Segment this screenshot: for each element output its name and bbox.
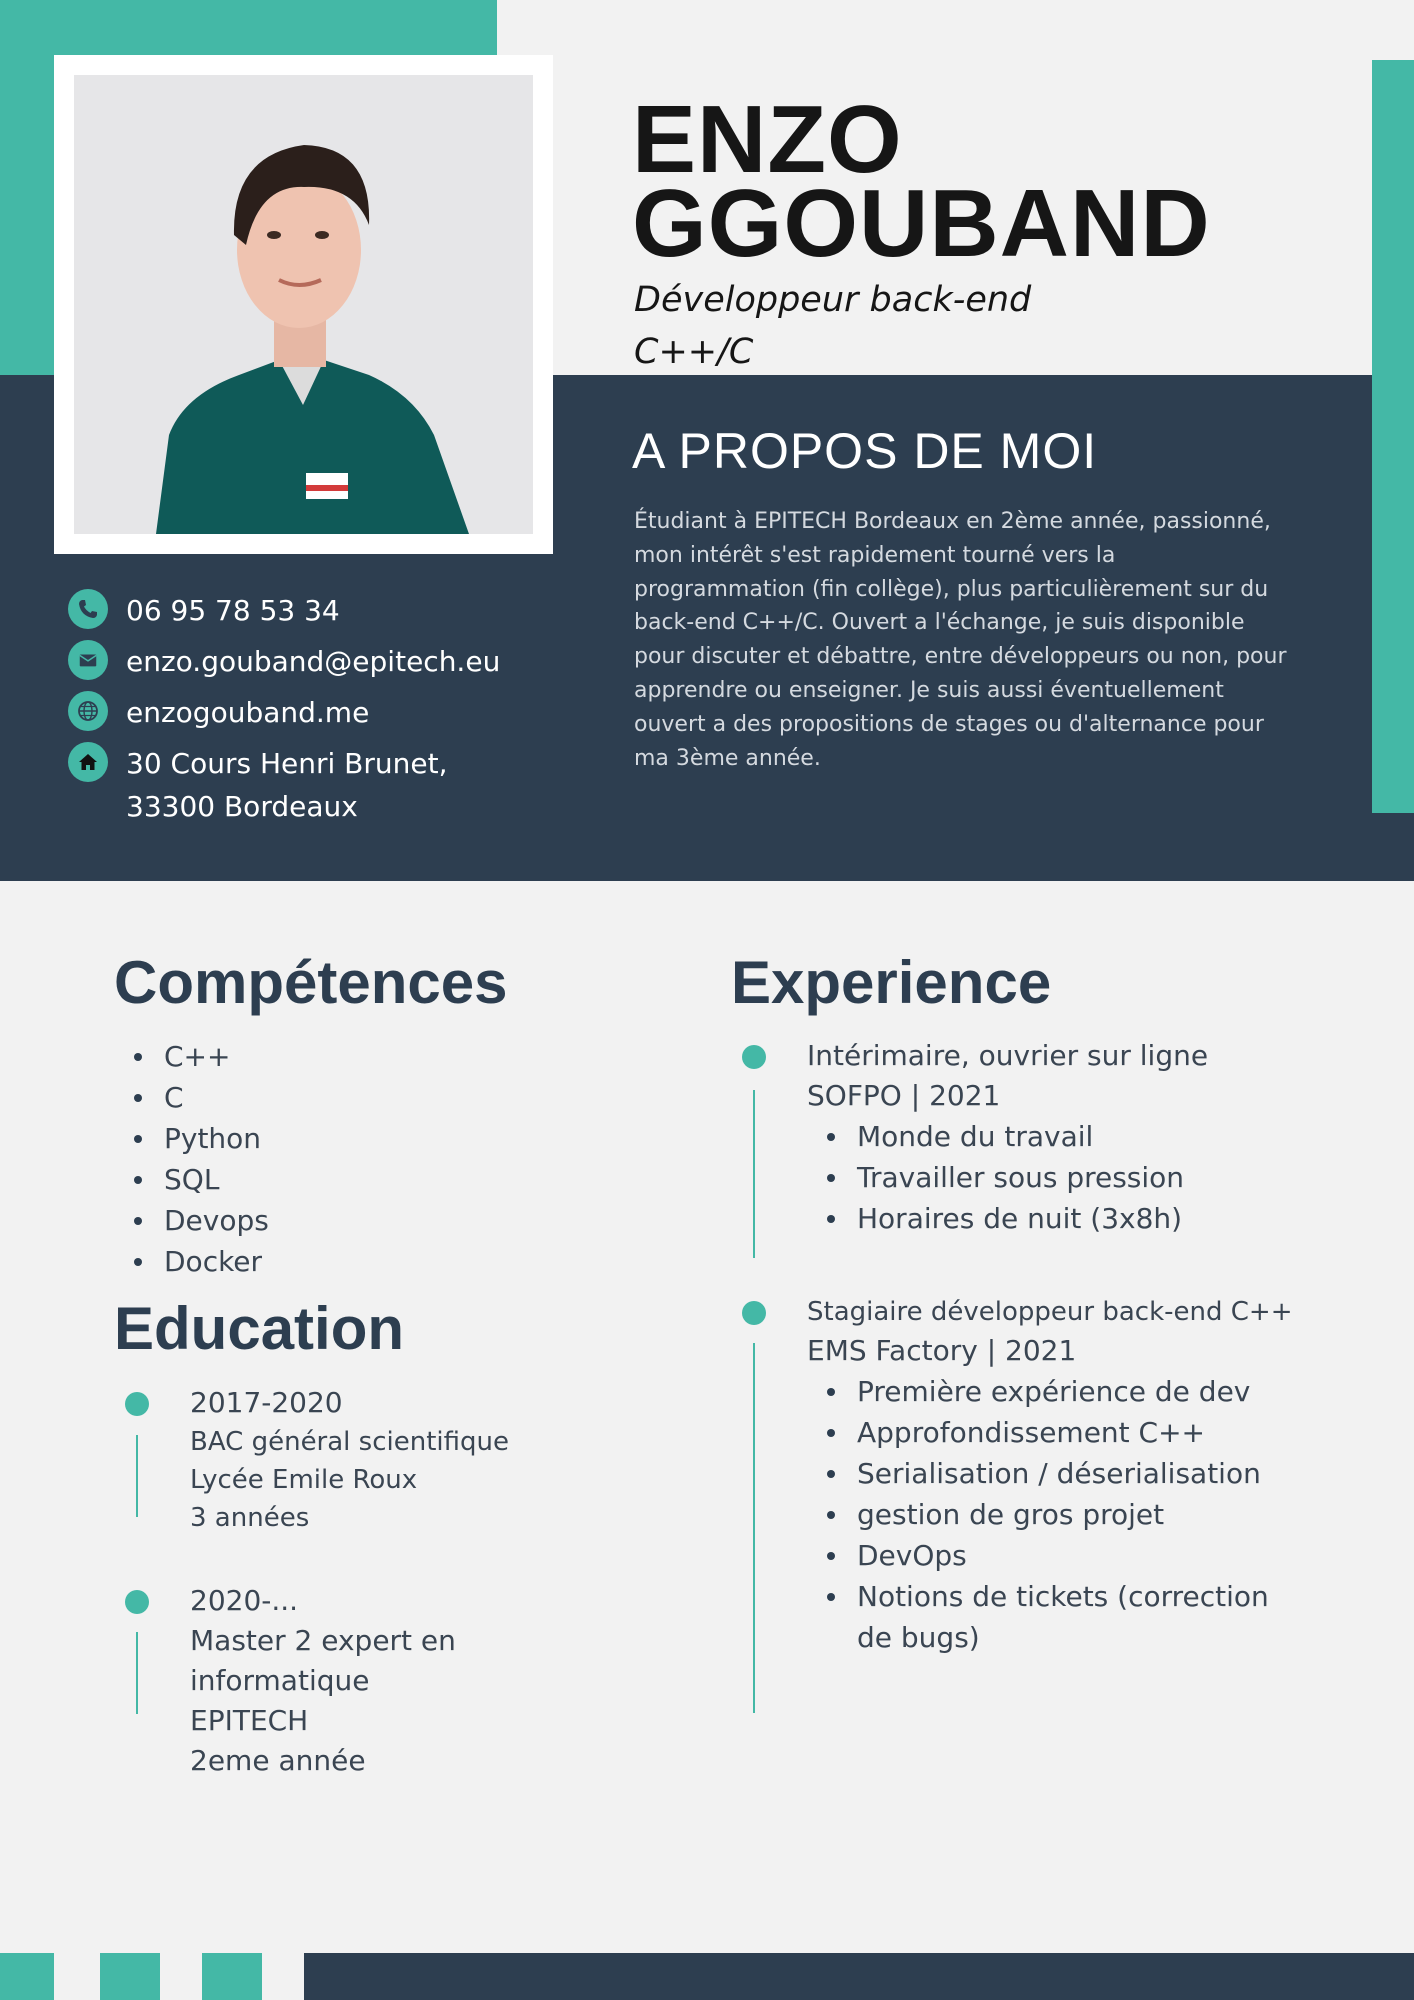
experience-points xyxy=(823,1371,1303,1658)
experience-point: Notions de tickets (correction de bugs) xyxy=(823,1576,1303,1658)
first-name: ENZO xyxy=(632,86,903,193)
address xyxy=(126,742,448,828)
education-title: Education xyxy=(114,1295,405,1362)
job-title-line2: C++/C xyxy=(634,332,754,372)
education-degree-cont: informatique xyxy=(190,1664,370,1697)
contact-email xyxy=(68,640,500,683)
education-duration: 3 années xyxy=(190,1503,310,1533)
experience-point: DevOps xyxy=(823,1535,1303,1576)
education-year-level: 2eme année xyxy=(190,1744,366,1777)
experience-role: Stagiaire développeur back-end C++ xyxy=(807,1297,1293,1327)
experience-points xyxy=(823,1116,1327,1239)
skill-item: C++ xyxy=(130,1036,269,1077)
footer-block xyxy=(202,1953,262,2000)
experience-point: Travailler sous pression xyxy=(823,1157,1327,1198)
timeline-line xyxy=(136,1435,138,1517)
experience-point: Première expérience de dev xyxy=(823,1371,1303,1412)
experience-company: SOFPO | 2021 xyxy=(807,1079,1001,1112)
education-years: 2017-2020 xyxy=(190,1386,343,1419)
skill-item: Devops xyxy=(130,1200,269,1241)
skills-list xyxy=(130,1036,269,1282)
education-school: EPITECH xyxy=(190,1704,309,1737)
address-line2: 33300 Bordeaux xyxy=(126,790,358,823)
teal-side-bar xyxy=(1372,60,1414,813)
full-name xyxy=(632,86,1211,277)
timeline-dot xyxy=(742,1045,766,1069)
education-years: 2020-... xyxy=(190,1584,299,1617)
education-degree: Master 2 expert en xyxy=(190,1624,456,1657)
timeline-line xyxy=(753,1090,755,1258)
contact-address xyxy=(68,742,448,828)
experience-point: gestion de gros projet xyxy=(823,1494,1303,1535)
timeline-dot xyxy=(125,1392,149,1416)
job-title-line1: Développeur back-end xyxy=(634,280,1032,320)
education-school: Lycée Emile Roux xyxy=(190,1465,418,1495)
experience-entry xyxy=(807,1293,1327,1658)
home-icon xyxy=(68,742,108,782)
skill-item: Python xyxy=(130,1118,269,1159)
address-line1: 30 Cours Henri Brunet, xyxy=(126,747,448,780)
experience-point: Serialisation / déserialisation xyxy=(823,1453,1303,1494)
experience-point: Approfondissement C++ xyxy=(823,1412,1303,1453)
experience-point: Monde du travail xyxy=(823,1116,1327,1157)
experience-company: EMS Factory | 2021 xyxy=(807,1334,1077,1367)
experience-point: Horaires de nuit (3x8h) xyxy=(823,1198,1327,1239)
timeline-dot xyxy=(125,1590,149,1614)
education-entry xyxy=(190,1383,509,1537)
education-degree: BAC général scientifique xyxy=(190,1427,509,1457)
email-icon xyxy=(68,640,108,680)
experience-role: Intérimaire, ouvrier sur ligne xyxy=(807,1039,1209,1072)
contact-phone xyxy=(68,589,340,632)
education-entry xyxy=(190,1581,456,1781)
skills-title: Compétences xyxy=(114,949,508,1016)
experience-title: Experience xyxy=(731,949,1052,1016)
footer-bar xyxy=(304,1953,1414,2000)
footer-block xyxy=(100,1953,160,2000)
profile-photo xyxy=(74,75,533,534)
experience-entry xyxy=(807,1036,1327,1239)
globe-icon xyxy=(68,691,108,731)
phone-number: 06 95 78 53 34 xyxy=(126,594,340,627)
timeline-dot xyxy=(742,1301,766,1325)
skill-item: Docker xyxy=(130,1241,269,1282)
job-title xyxy=(634,274,1154,378)
last-name: GGOUBAND xyxy=(632,170,1211,277)
timeline-line xyxy=(136,1632,138,1714)
website-url: enzogouband.me xyxy=(126,696,370,729)
about-text: Étudiant à EPITECH Bordeaux en 2ème année, passionné, mon intérêt s'est rapidement tourné vers la programmation (fin collège), plus particulièrement sur du back-end C++/C. Ouvert a l'échange, je suis disponible pour discuter et débattre, entre développeurs ou non, pour apprendre ou enseigner. Je suis aussi éventuellement ouvert a des propositions de stages ou d'alternance pour ma 3ème année. xyxy=(634,509,1287,771)
skill-item: SQL xyxy=(130,1159,269,1200)
footer-block xyxy=(0,1953,54,2000)
phone-icon xyxy=(68,589,108,629)
timeline-line xyxy=(753,1343,755,1713)
about-title: A PROPOS DE MOI xyxy=(632,423,1098,479)
contact-website xyxy=(68,691,369,734)
skill-item: C xyxy=(130,1077,269,1118)
email-address: enzo.gouband@epitech.eu xyxy=(126,645,501,678)
